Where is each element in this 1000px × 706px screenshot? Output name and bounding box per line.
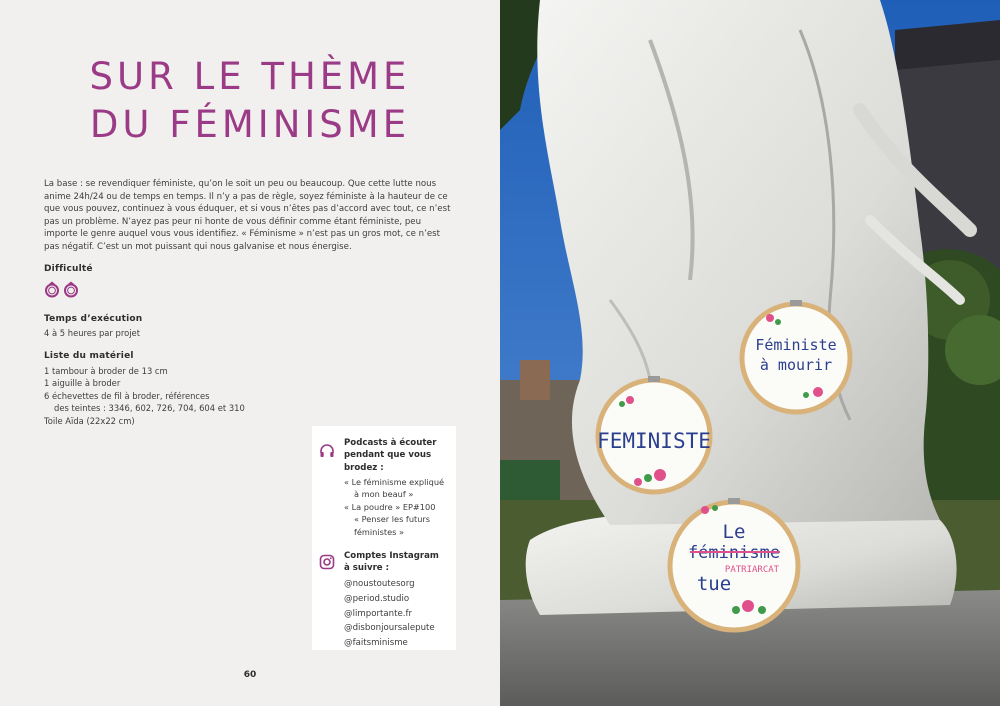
list-item: « Penser les futurs [354,514,431,525]
hoop-text-line3: tue [696,573,732,595]
difficulty-rating [44,280,79,298]
hoop-text-struck: féminisme [687,543,781,563]
ring-icon [44,280,60,298]
instagram-list [344,577,456,651]
list-item: Toile Aïda (22x22 cm) [44,415,135,426]
hoop-text: FEMINISTE [597,429,711,453]
list-item: des teintes : 3346, 602, 726, 704, 604 et 310 [54,403,245,414]
photo-page [500,0,1000,706]
list-item: @period.studio [344,593,410,604]
hoop-feministe-a-mourir [742,300,850,412]
materials-list [44,365,245,427]
time-value: 4 à 5 heures par projet [44,328,140,338]
podcasts-list [344,476,456,538]
list-item: à mon beauf » [354,489,414,500]
list-item: @disbonjoursalepute [344,623,435,634]
list-item: @limportante.fr [344,608,413,619]
instagram-icon [319,554,335,570]
headphones-icon [319,443,335,459]
hoop-text-line2: à mourir [759,356,833,374]
page-number: 60 [243,670,257,680]
ring-icon [63,280,79,298]
difficulty-heading: Difficulté [44,264,93,274]
podcasts-heading: Podcasts à écouter pendant que vous brodez : [344,438,437,473]
instagram-heading: Comptes Instagram à suivre : [344,551,439,574]
materials-heading: Liste du matériel [44,351,134,361]
hoop-feministe [597,376,711,492]
list-item: @faitsminisme [344,638,408,649]
statue-photo [500,0,1000,706]
hoop-text-replacement: PATRIARCAT [724,565,780,575]
hoop-text-line1: Féministe [755,336,837,354]
list-item: féministes » [354,526,405,537]
page-title-line-2: DU FÉMINISME [89,103,411,146]
list-item: 1 aiguille à broder [44,378,121,389]
list-item: 1 tambour à broder de 13 cm [44,366,168,376]
list-item: « La poudre » EP#100 [344,501,436,512]
hoop-text-line1: Le [722,521,746,543]
list-item: 6 échevettes de fil à broder, références [44,390,210,401]
time-heading: Temps d’exécution [44,314,143,324]
page-title-line-1: SUR LE THÈME [89,55,411,98]
resources-box [312,426,456,650]
hoop-le-feminisme-tue [670,498,798,630]
intro-paragraph: La base : se revendiquer féministe, qu’on le soit un peu ou beaucoup. Que cette lutte nous anime 24h/24 ou de temps en temps. Il n’y a pas de règle, soyez féministe à la hauteur de ce que vous pouvez, continuez à vous éduquer, et si vous n’êtes pas d’accord avec tout, ce n’est pas un problème. N’ayez pas peur ni honte de vous définir comme étant féministe, peu importe le genre auquel vous vous identifiez. « Féminisme » n’est pas un gros mot, ce n’est pas négatif. C’est un mot puissant qui nous galvanise et nous énergise. [44,179,451,252]
list-item: @noustoutesorg [344,579,415,589]
list-item: « Le féminisme expliqué [344,477,445,487]
